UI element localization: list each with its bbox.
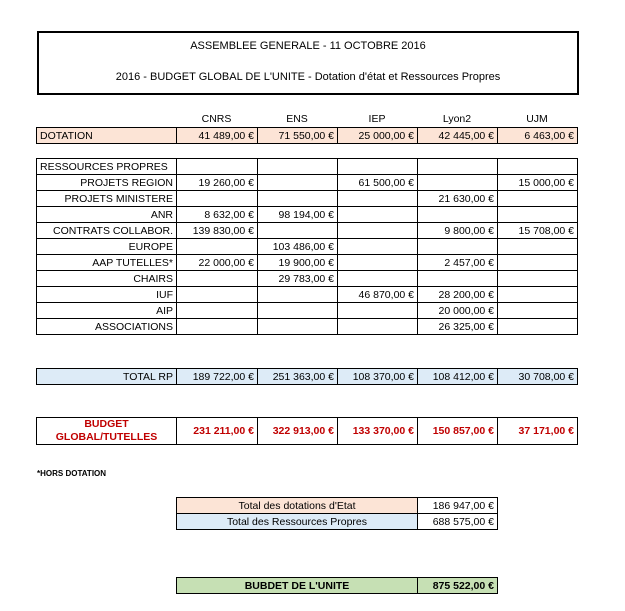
cell-value: 26 325,00 € [418,319,498,335]
total-rp-iep: 108 370,00 € [338,369,418,385]
cell-value [258,319,338,335]
summary-totals-table [176,497,498,530]
table-row [37,287,578,303]
row-label: PROJETS REGION [37,175,177,191]
budget-global-table [36,417,578,445]
cell-value [338,303,418,319]
cell-value [498,287,578,303]
summary-rp-value: 688 575,00 € [418,514,498,530]
table-row [37,239,578,255]
meeting-title: ASSEMBLEE GENERALE - 11 OCTOBRE 2016 [190,40,426,52]
total-rp-lyon2: 108 412,00 € [418,369,498,385]
cell-value [498,271,578,287]
col-header-lyon2: Lyon2 [442,113,472,125]
cell-value: 21 630,00 € [418,191,498,207]
row-label: IUF [37,287,177,303]
cell-value [338,255,418,271]
col-header-iep: IEP [368,113,386,125]
cell-value: 29 783,00 € [258,271,338,287]
cell-value [498,239,578,255]
total-rp-label: TOTAL RP [37,369,177,385]
budget-label-line2: GLOBAL/TUTELLES [55,431,158,443]
col-header-ens: ENS [286,113,308,125]
table-row [37,223,578,239]
budget-global-row [37,418,578,445]
total-rp-cnrs: 189 722,00 € [177,369,258,385]
cell-value: 139 830,00 € [177,223,258,239]
cell-value: 22 000,00 € [177,255,258,271]
cell-value [258,191,338,207]
summary-dotations-label: Total des dotations d'Etat [177,498,418,514]
dotation-table [36,127,578,144]
table-row [37,191,578,207]
cell-value [177,319,258,335]
cell-value [498,191,578,207]
cell-value [498,319,578,335]
cell-value: 19 260,00 € [177,175,258,191]
budget-cnrs: 231 211,00 € [177,418,258,445]
row-label: EUROPE [37,239,177,255]
dotation-label: DOTATION [37,128,177,144]
cell-value [177,287,258,303]
row-label: CONTRATS COLLABOR. [37,223,177,239]
cell-value [418,175,498,191]
budget-ens: 322 913,00 € [258,418,338,445]
unit-budget-table [176,577,498,594]
cell-value [338,191,418,207]
cell-value: 2 457,00 € [418,255,498,271]
dotation-iep: 25 000,00 € [338,128,418,144]
budget-ujm: 37 171,00 € [498,418,578,445]
table-row [37,255,578,271]
cell-value [498,303,578,319]
resources-table [36,158,578,335]
table-row [37,319,578,335]
header-box [37,31,579,95]
summary-dotations-row [177,498,498,514]
cell-value: 46 870,00 € [338,287,418,303]
row-label: PROJETS MINISTERE [37,191,177,207]
cell-value: 28 200,00 € [418,287,498,303]
cell-value [498,207,578,223]
row-label: ASSOCIATIONS [37,319,177,335]
cell-value [498,255,578,271]
cell-value: 19 900,00 € [258,255,338,271]
cell-value [338,239,418,255]
table-row [37,303,578,319]
footnote-hors-dotation: *HORS DOTATION [37,469,107,478]
unit-budget-value: 875 522,00 € [418,578,498,594]
col-header-ujm: UJM [526,113,548,125]
row-label: ANR [37,207,177,223]
resources-title: RESSOURCES PROPRES [37,159,177,175]
budget-subtitle: 2016 - BUDGET GLOBAL DE L'UNITE - Dotation d'état et Ressources Propres [115,71,501,83]
total-rp-row [37,369,578,385]
summary-rp-row [177,514,498,530]
cell-value [177,303,258,319]
dotation-lyon2: 42 445,00 € [418,128,498,144]
cell-value: 9 800,00 € [418,223,498,239]
dotation-ujm: 6 463,00 € [498,128,578,144]
cell-value: 8 632,00 € [177,207,258,223]
cell-value [177,271,258,287]
cell-value: 98 194,00 € [258,207,338,223]
row-label: AIP [37,303,177,319]
unit-budget-label: BUBDET DE L'UNITE [177,578,418,594]
cell-value: 15 708,00 € [498,223,578,239]
table-row [37,175,578,191]
summary-rp-label: Total des Ressources Propres [177,514,418,530]
cell-value: 103 486,00 € [258,239,338,255]
dotation-row [37,128,578,144]
dotation-cnrs: 41 489,00 € [177,128,258,144]
total-rp-ujm: 30 708,00 € [498,369,578,385]
total-rp-ens: 251 363,00 € [258,369,338,385]
cell-value [338,319,418,335]
budget-label-line1: BUDGET [84,418,129,430]
budget-lyon2: 150 857,00 € [418,418,498,445]
summary-dotations-value: 186 947,00 € [418,498,498,514]
cell-value [338,223,418,239]
budget-iep: 133 370,00 € [338,418,418,445]
cell-value: 15 000,00 € [498,175,578,191]
budget-global-label [37,418,177,445]
resources-title-row [37,159,578,175]
cell-value [258,303,338,319]
cell-value [418,239,498,255]
cell-value [338,271,418,287]
cell-value [418,207,498,223]
cell-value: 20 000,00 € [418,303,498,319]
cell-value: 61 500,00 € [338,175,418,191]
cell-value [258,223,338,239]
cell-value [177,191,258,207]
total-rp-table [36,368,578,385]
cell-value [418,271,498,287]
dotation-ens: 71 550,00 € [258,128,338,144]
cell-value [258,287,338,303]
table-row [37,207,578,223]
unit-budget-row [177,578,498,594]
cell-value [177,239,258,255]
table-row [37,271,578,287]
cell-value [338,207,418,223]
row-label: CHAIRS [37,271,177,287]
cell-value [258,175,338,191]
col-header-cnrs: CNRS [201,113,232,125]
row-label: AAP TUTELLES* [37,255,177,271]
